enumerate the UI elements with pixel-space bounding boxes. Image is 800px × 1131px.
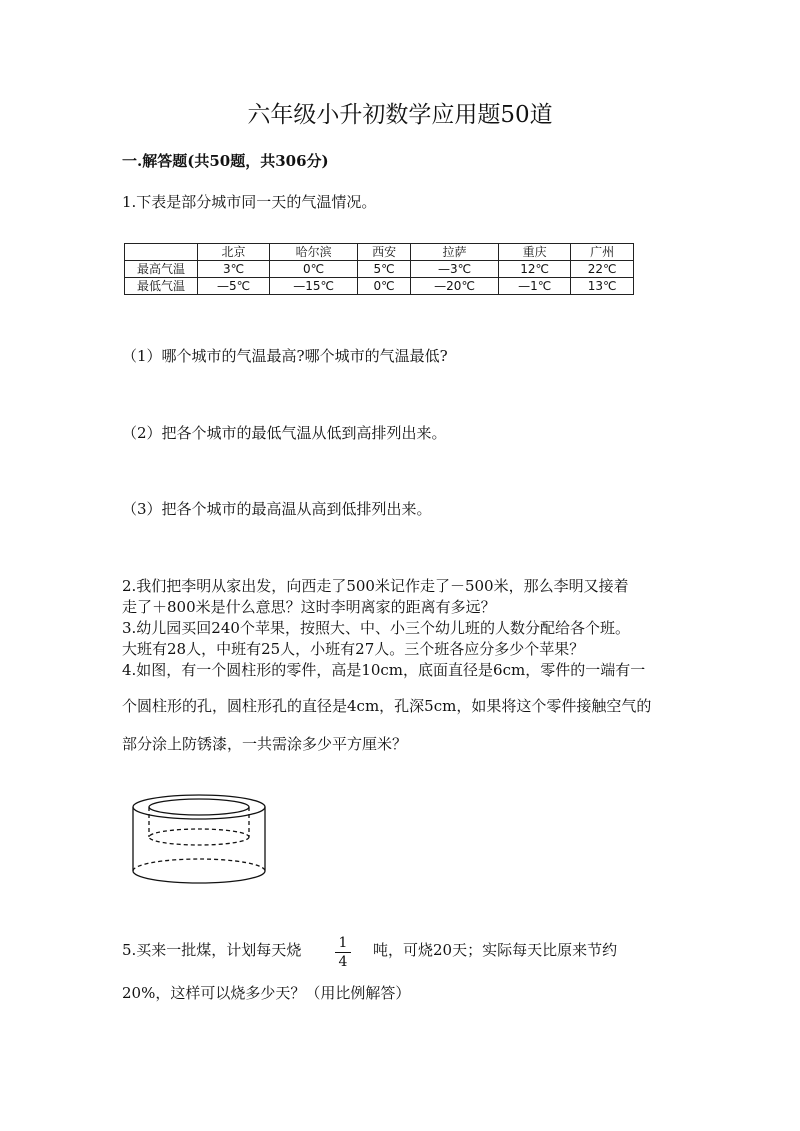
table-cell: —1℃: [499, 278, 571, 295]
q5-line2: 20%，这样可以烧多少天？（用比例解答）: [122, 984, 411, 1002]
q4-line2: 个圆柱形的孔，圆柱形孔的直径是4cm，孔深5cm，如果将这个零件接触空气的: [122, 697, 652, 715]
temperature-table: [124, 243, 634, 295]
table-header-city: 广州: [571, 244, 634, 261]
table-header-city: 重庆: [499, 244, 571, 261]
table-row-label: 最低气温: [125, 278, 198, 295]
page-title: 六年级小升初数学应用题50道: [247, 102, 553, 128]
section-heading: 一.解答题(共50题，共306分): [122, 152, 329, 170]
table-cell: 13℃: [571, 278, 634, 295]
table-header-city: 拉萨: [410, 244, 498, 261]
table-header-city: 哈尔滨: [270, 244, 358, 261]
q3-line2: 大班有28人，中班有25人，小班有27人。三个班各应分多少个苹果？: [122, 640, 585, 658]
outer-bottom-back-arc: [133, 859, 265, 871]
table-cell: 22℃: [571, 261, 634, 278]
table-corner-cell: [125, 244, 198, 261]
q4-line1: 4.如图，有一个圆柱形的零件，高是10cm，底面直径是6cm，零件的一端有一: [122, 661, 646, 679]
table-row-label: 最高气温: [125, 261, 198, 278]
q2-line2: 走了＋800米是什么意思？这时李明离家的距离有多远？: [122, 598, 496, 616]
q2-line1: 2.我们把李明从家出发，向西走了500米记作走了－500米，那么李明又接着: [122, 577, 629, 595]
table-cell: —5℃: [198, 278, 270, 295]
fraction-numerator: 1: [338, 935, 348, 951]
table-row-high: [125, 261, 634, 278]
q1-sub1: （1）哪个城市的气温最高?哪个城市的气温最低?: [122, 347, 448, 365]
q4-line3: 部分涂上防锈漆，一共需涂多少平方厘米？: [122, 735, 408, 753]
table-header-city: 北京: [198, 244, 270, 261]
q1-intro: 1.下表是部分城市同一天的气温情况。: [122, 193, 377, 211]
q1-sub2: （2）把各个城市的最低气温从低到高排列出来。: [122, 424, 447, 442]
table-cell: —15℃: [270, 278, 358, 295]
table-cell: 5℃: [358, 261, 411, 278]
table-cell: —20℃: [410, 278, 498, 295]
table-header-city: 西安: [358, 244, 411, 261]
q5-fraction: [335, 935, 351, 970]
table-cell: 0℃: [358, 278, 411, 295]
table-cell: 0℃: [270, 261, 358, 278]
table-header-row: [125, 244, 634, 261]
outer-bottom-front-arc: [133, 871, 265, 883]
fraction-bar: [335, 952, 351, 953]
q5-text-after: 吨，可烧20天；实际每天比原来节约: [373, 941, 618, 959]
hole-bottom-ellipse: [149, 829, 249, 845]
table-row-low: [125, 278, 634, 295]
hole-top-ellipse: [149, 799, 249, 815]
table-cell: 12℃: [499, 261, 571, 278]
table-cell: —3℃: [410, 261, 498, 278]
fraction-denominator: 4: [338, 954, 348, 970]
table-cell: 3℃: [198, 261, 270, 278]
q1-sub3: （3）把各个城市的最高温从高到低排列出来。: [122, 500, 432, 518]
q5-text-before: 5.买来一批煤，计划每天烧: [122, 941, 302, 959]
q3-line1: 3.幼儿园买回240个苹果，按照大、中、小三个幼儿班的人数分配给各个班。: [122, 619, 630, 637]
cylinder-diagram: [124, 790, 274, 890]
